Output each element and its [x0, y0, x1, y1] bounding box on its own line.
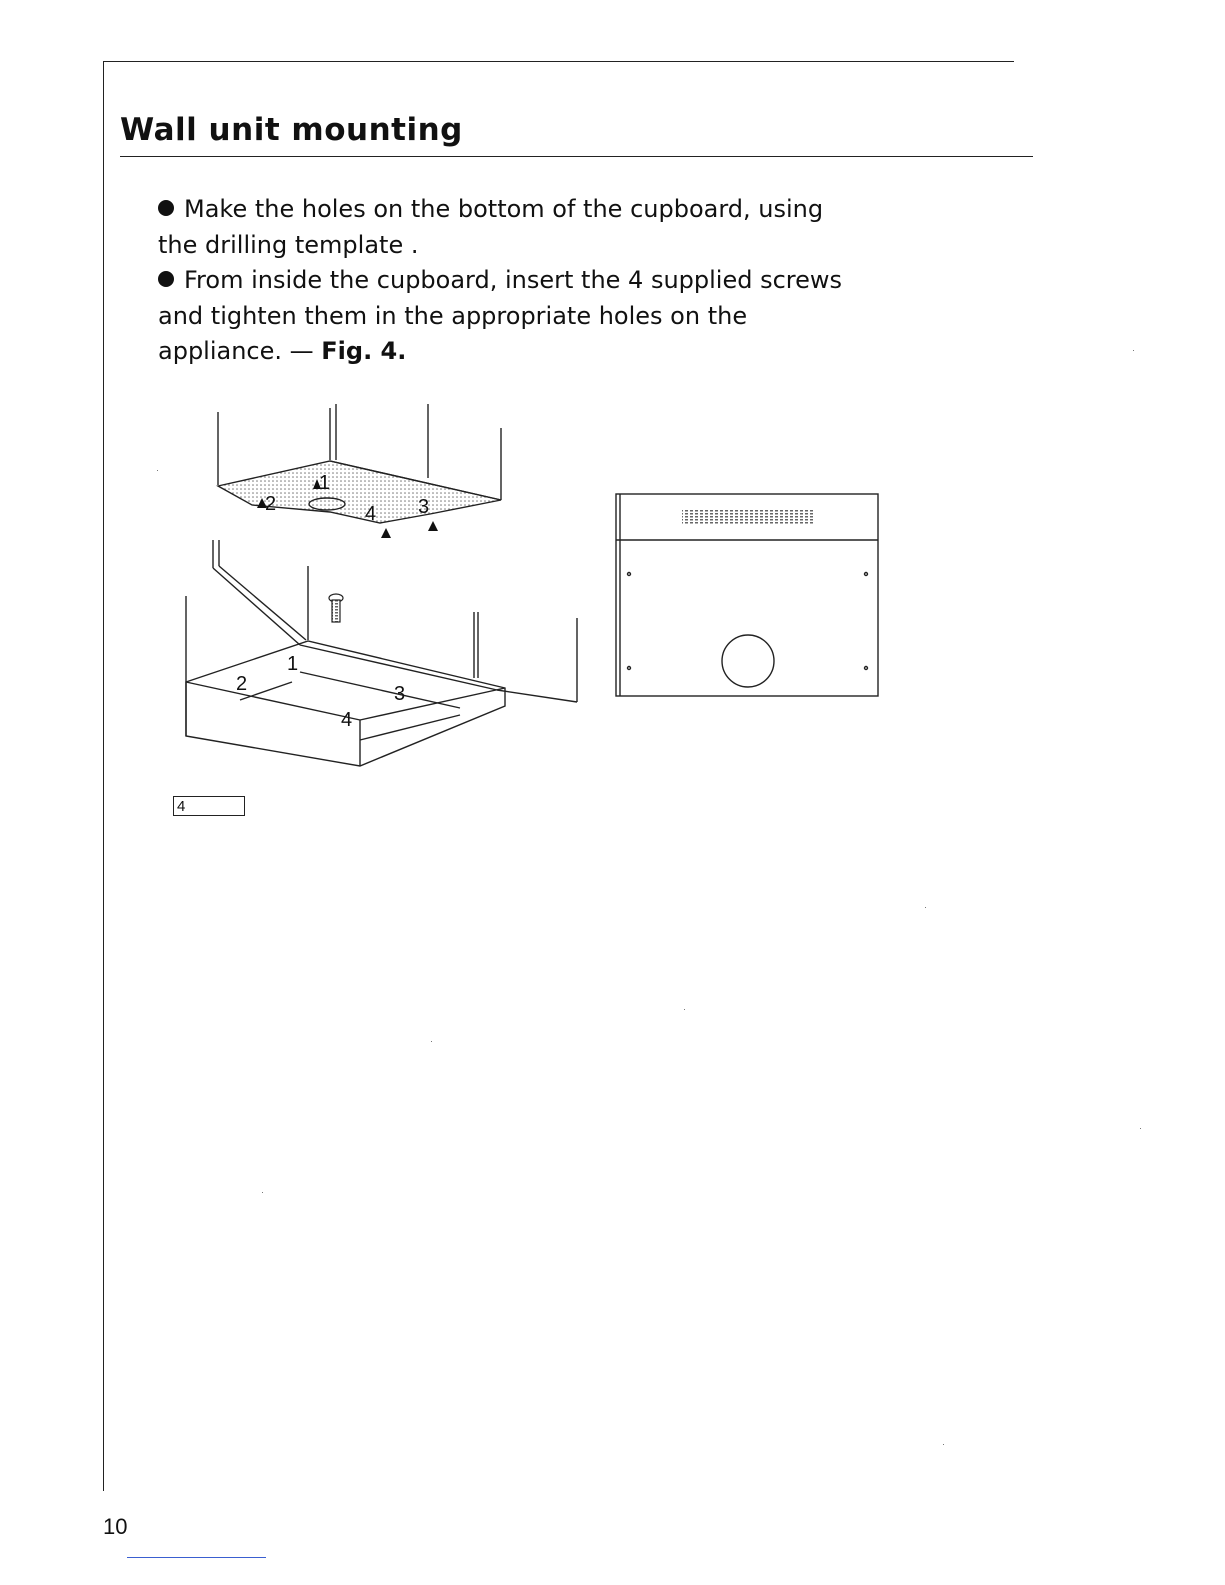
- callout-bottom-1: 1: [287, 653, 299, 675]
- callout-bottom-3: 3: [394, 683, 406, 705]
- hood-front-view: [616, 494, 878, 696]
- scan-speck: [684, 1009, 685, 1010]
- instruction-1-line-2: the drilling template .: [158, 230, 419, 259]
- callout-top-2: 2: [265, 493, 277, 515]
- callout-top-1: 1: [319, 472, 331, 494]
- instruction-2-line-3: appliance. —: [158, 337, 322, 365]
- scan-speck: [431, 1041, 432, 1042]
- hood-assembly-view: [186, 540, 577, 766]
- figure-reference: Fig. 4.: [321, 337, 407, 365]
- instruction-2-line-1: From inside the cupboard, insert the 4 supplied screws: [184, 266, 843, 294]
- instruction-1-line-1: Make the holes on the bottom of the cupboard, using: [184, 195, 824, 223]
- figure-number-box: 4: [173, 796, 245, 816]
- callout-top-3: 3: [418, 496, 430, 518]
- scan-speck: [925, 907, 926, 908]
- callout-bottom-4: 4: [341, 709, 353, 731]
- section-title: Wall unit mounting: [120, 112, 463, 148]
- callout-top-4: 4: [365, 503, 377, 525]
- scan-speck: [1140, 1128, 1141, 1129]
- callout-bottom-2: 2: [236, 673, 248, 695]
- instruction-2-line-2: and tighten them in the appropriate holes on the: [158, 301, 748, 330]
- scan-speck: [262, 1192, 263, 1193]
- scan-edge-line: [127, 1557, 266, 1558]
- screw-icon: [329, 594, 343, 622]
- scan-speck: [943, 1444, 944, 1445]
- scan-speck: [157, 470, 158, 471]
- page-number: 10: [103, 1514, 128, 1539]
- scan-speck: [1133, 350, 1134, 351]
